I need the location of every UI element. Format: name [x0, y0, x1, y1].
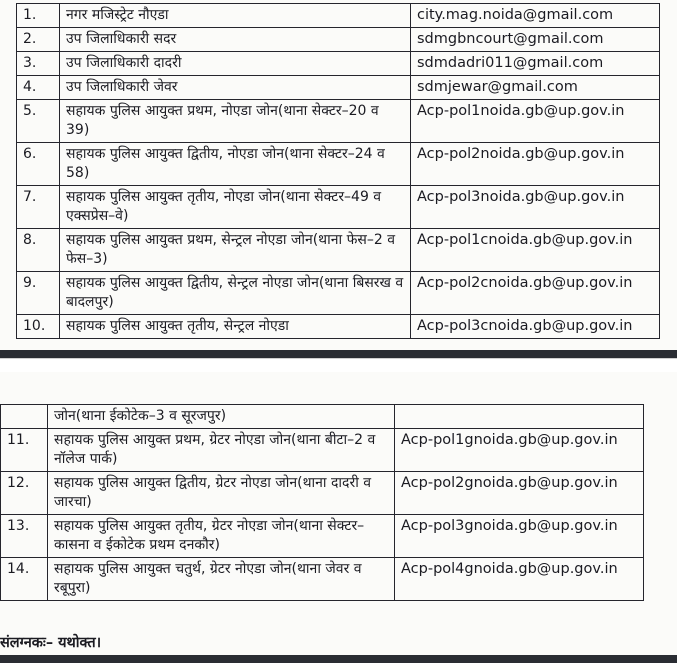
- row-number: 1.: [17, 4, 60, 28]
- official-email: Acp-pol2cnoida.gb@up.gov.in: [411, 272, 660, 315]
- official-title: सहायक पुलिस आयुक्त द्वितीय, नोएडा जोन(थाना सेक्टर–24 व 58): [60, 143, 411, 186]
- row-number: 7.: [17, 186, 60, 229]
- official-email: Acp-pol4gnoida.gb@up.gov.in: [395, 558, 644, 601]
- officials-email-table-top: [16, 3, 660, 339]
- official-title: सहायक पुलिस आयुक्त तृतीय, सेन्ट्रल नोएडा: [60, 315, 411, 339]
- official-title: सहायक पुलिस आयुक्त चतुर्थ, ग्रेटर नोएडा जोन(थाना जेवर व रबूपुरा): [48, 558, 395, 601]
- row-number: 11.: [1, 429, 48, 472]
- official-email: Acp-pol3noida.gb@up.gov.in: [411, 186, 660, 229]
- row-number: 13.: [1, 515, 48, 558]
- official-title: सहायक पुलिस आयुक्त प्रथम, सेन्ट्रल नोएडा जोन(थाना फेस–2 व फेस–3): [60, 229, 411, 272]
- official-email: Acp-pol1gnoida.gb@up.gov.in: [395, 429, 644, 472]
- official-email: city.mag.noida@gmail.com: [411, 4, 660, 28]
- official-title: नगर मजिस्ट्रेट नौएडा: [60, 4, 411, 28]
- official-title: उप जिलाधिकारी दादरी: [60, 52, 411, 76]
- official-email: [395, 405, 644, 429]
- official-title: सहायक पुलिस आयुक्त तृतीय, नोएडा जोन(थाना सेक्टर–49 व एक्सप्रेस–वे): [60, 186, 411, 229]
- official-email: sdmdadri011@gmail.com: [411, 52, 660, 76]
- row-number: 5.: [17, 100, 60, 143]
- table-row: [17, 186, 660, 229]
- table-row: [17, 28, 660, 52]
- table-row: [1, 558, 644, 601]
- table-row: [1, 405, 644, 429]
- table-row: [17, 315, 660, 339]
- table-row: [17, 100, 660, 143]
- official-email: Acp-pol3cnoida.gb@up.gov.in: [411, 315, 660, 339]
- page-gap-dark: [0, 350, 677, 358]
- table-row: [17, 4, 660, 28]
- row-number: 9.: [17, 272, 60, 315]
- official-title: सहायक पुलिस आयुक्त द्वितीय, सेन्ट्रल नोएडा जोन(थाना बिसरख व बादलपुर): [60, 272, 411, 315]
- table-row: [17, 143, 660, 186]
- official-email: Acp-pol1noida.gb@up.gov.in: [411, 100, 660, 143]
- row-number: 12.: [1, 472, 48, 515]
- official-email: sdmjewar@gmail.com: [411, 76, 660, 100]
- table-row: [1, 515, 644, 558]
- page-gap-light: [0, 358, 677, 373]
- official-title: जोन(थाना ईकोटेक–3 व सूरजपुर): [48, 405, 395, 429]
- official-email: Acp-pol3gnoida.gb@up.gov.in: [395, 515, 644, 558]
- official-email: Acp-pol2gnoida.gb@up.gov.in: [395, 472, 644, 515]
- official-title: सहायक पुलिस आयुक्त प्रथम, नोएडा जोन(थाना सेक्टर–20 व 39): [60, 100, 411, 143]
- row-number: 2.: [17, 28, 60, 52]
- official-email: Acp-pol1cnoida.gb@up.gov.in: [411, 229, 660, 272]
- official-title: सहायक पुलिस आयुक्त द्वितीय, ग्रेटर नोएडा जोन(थाना दादरी व जारचा): [48, 472, 395, 515]
- row-number: 8.: [17, 229, 60, 272]
- row-number: 4.: [17, 76, 60, 100]
- official-title: सहायक पुलिस आयुक्त प्रथम, ग्रेटर नोएडा जोन(थाना बीटा–2 व नॉलेज पार्क): [48, 429, 395, 472]
- table-row: [17, 76, 660, 100]
- official-email: sdmgbncourt@gmail.com: [411, 28, 660, 52]
- row-number: 6.: [17, 143, 60, 186]
- table-row: [1, 429, 644, 472]
- row-number: 3.: [17, 52, 60, 76]
- official-title: उप जिलाधिकारी जेवर: [60, 76, 411, 100]
- table-row: [1, 472, 644, 515]
- official-title: सहायक पुलिस आयुक्त तृतीय, ग्रेटर नोएडा जोन(थाना सेक्टर–कासना व ईकोटेक प्रथम दनकौर): [48, 515, 395, 558]
- enclosure-note: संलग्नकः– यथोक्त।: [0, 635, 102, 651]
- row-number: 10.: [17, 315, 60, 339]
- row-number: [1, 405, 48, 429]
- official-email: Acp-pol2noida.gb@up.gov.in: [411, 143, 660, 186]
- table-row: [17, 272, 660, 315]
- page-bottom-edge: [0, 655, 677, 663]
- table-row: [17, 229, 660, 272]
- officials-email-table-bottom: [0, 404, 644, 601]
- row-number: 14.: [1, 558, 48, 601]
- official-title: उप जिलाधिकारी सदर: [60, 28, 411, 52]
- table-row: [17, 52, 660, 76]
